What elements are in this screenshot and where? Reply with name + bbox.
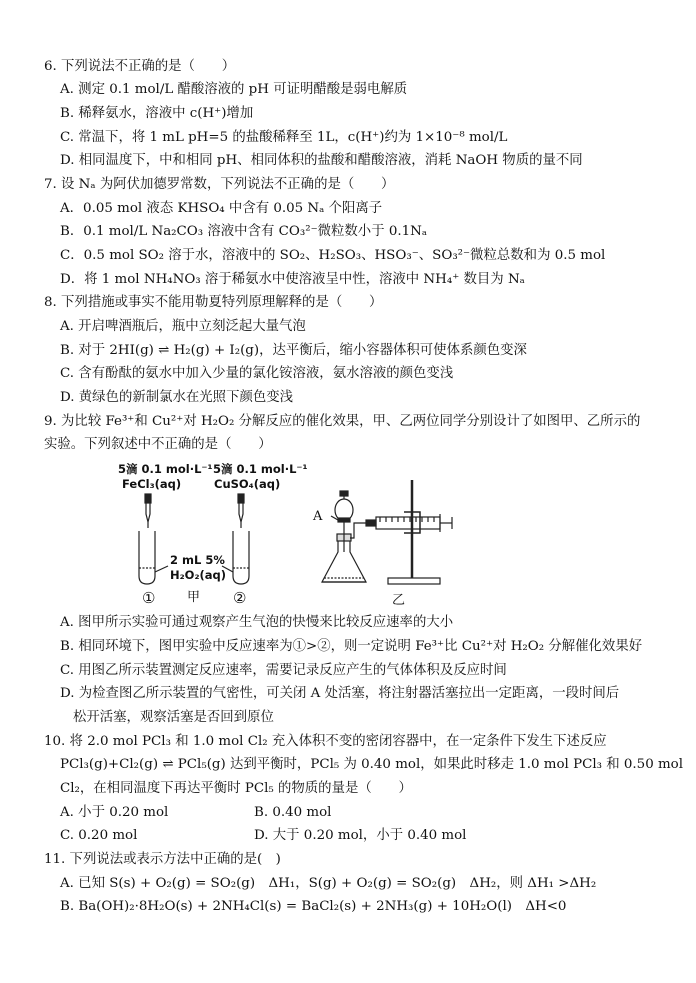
h2o2-volume-label: 2 mL 5% (170, 553, 225, 567)
q7-option-b: B．0.1 mol/L Na₂CO₃ 溶液中含有 CO₃²⁻微粒数小于 0.1Nₐ (60, 224, 428, 239)
q10-option-b: B. 0.40 mol (254, 805, 332, 820)
q11-option-b: B. Ba(OH)₂·8H₂O(s) + 2NH₄Cl(s) = BaCl₂(s) + 2NH₃(g) + 10H₂O(l) ΔH<0 (60, 899, 567, 914)
dropper-cuso4-icon (238, 494, 244, 528)
q7-option-d: D．将 1 mol NH₄NO₃ 溶于稀氨水中使溶液呈中性，溶液中 NH₄⁺ 数目为 Nₐ (60, 272, 525, 287)
q7-stem: 7. 设 Nₐ 为阿伏加德罗常数，下列说法不正确的是（ ） (44, 177, 395, 192)
stopcock-a-label: A (313, 509, 323, 524)
q9-option-d-line2: 松开活塞，观察活塞是否回到原位 (73, 710, 274, 725)
fecl3-dose-label: 5滴 0.1 mol·L⁻¹ (118, 462, 213, 476)
figure-jia-caption: 甲 (187, 590, 201, 605)
fecl3-label: FeCl₃(aq) (122, 477, 182, 491)
dropper-fecl3-icon (145, 494, 151, 528)
q10-option-a: A. 小于 0.20 mol (60, 805, 169, 820)
q10-option-d: D. 大于 0.20 mol，小于 0.40 mol (254, 828, 467, 843)
q9-stem-line2: 实验。下列叙述中不正确的是（ ） (44, 437, 272, 452)
q11-option-a: A. 已知 S(s) + O₂(g) = SO₂(g) ΔH₁，S(g) + O₂(g) = SO₂(g) ΔH₂，则 ΔH₁ >ΔH₂ (60, 876, 597, 891)
cuso4-label: CuSO₄(aq) (214, 477, 281, 491)
q6-stem: 6. 下列说法不正确的是（ ） (44, 59, 236, 74)
q7-option-a: A．0.05 mol 液态 KHSO₄ 中含有 0.05 Nₐ 个阳离子 (60, 201, 383, 216)
q8-option-d: D. 黄绿色的新制氯水在光照下颜色变浅 (60, 390, 294, 405)
q8-option-c: C. 含有酚酞的氨水中加入少量的氯化铵溶液，氨水溶液的颜色变浅 (60, 366, 454, 381)
q9-option-a: A. 图甲所示实验可通过观察产生气泡的快慢来比较反应速率的大小 (60, 615, 454, 630)
q6-option-c: C. 常温下，将 1 mL pH=5 的盐酸稀释至 1L，c(H⁺)约为 1×10⁻⁸ mol/L (60, 130, 508, 145)
test-tube-1 (139, 531, 155, 584)
q6-option-a: A. 测定 0.1 mol/L 醋酸溶液的 pH 可证明醋酸是弱电解质 (60, 82, 408, 97)
q6-option-b: B. 稀释氨水，溶液中 c(H⁺)增加 (60, 106, 254, 121)
tube-1-label: ① (142, 589, 156, 607)
q9-option-c: C. 用图乙所示装置测定反应速率，需要记录反应产生的气体体积及反应时间 (60, 663, 507, 678)
iron-stand (388, 480, 440, 584)
figure-yi-caption: 乙 (392, 593, 406, 608)
q7-option-c: C．0.5 mol SO₂ 溶于水，溶液中的 SO₂、H₂SO₃、HSO₃⁻、SO₃²⁻微粒总数和为 0.5 mol (60, 248, 606, 263)
q8-option-b: B. 对于 2HI(g) ⇌ H₂(g) + I₂(g)，达平衡后，缩小容器体积可使体系颜色变深 (60, 343, 527, 358)
tube-2-label: ② (233, 589, 247, 607)
q6-option-d: D. 相同温度下，中和相同 pH、相同体积的盐酸和醋酸溶液，消耗 NaOH 物质的量不同 (60, 153, 583, 168)
q10-stem-line1: 10. 将 2.0 mol PCl₃ 和 1.0 mol Cl₂ 充入体积不变的密闭容器中，在一定条件下发生下述反应 (44, 734, 607, 749)
q8-stem: 8. 下列措施或事实不能用勒夏特列原理解释的是（ ） (44, 295, 383, 310)
q9-stem-line1: 9. 为比较 Fe³⁺和 Cu²⁺对 H₂O₂ 分解反应的催化效果，甲、乙两位同学分别设计了如图甲、乙所示的 (44, 414, 641, 429)
test-tube-2 (233, 531, 249, 584)
q10-stem-line2: PCl₃(g)+Cl₂(g) ⇌ PCl₅(g) 达到平衡时，PCl₅ 为 0.40 mol，如果此时移走 1.0 mol PCl₃ 和 0.50 mol (60, 757, 684, 772)
h2o2-label: H₂O₂(aq) (170, 568, 226, 582)
q9-option-d-line1: D. 为检查图乙所示装置的气密性，可关闭 A 处活塞，将注射器活塞拉出一定距离，一段时间后 (60, 686, 620, 701)
q11-stem: 11. 下列说法或表示方法中正确的是( ) (44, 852, 281, 867)
q10-option-c: C. 0.20 mol (60, 828, 138, 843)
q9-option-b: B. 相同环境下，图甲实验中反应速率为①>②，则一定说明 Fe³⁺比 Cu²⁺对 H₂O₂ 分解催化效果好 (60, 639, 643, 654)
tube-joint (366, 520, 376, 526)
q8-option-a: A. 开启啤酒瓶后，瓶中立刻泛起大量气泡 (60, 319, 306, 334)
syringe (376, 514, 452, 532)
q10-stem-line3: Cl₂，在相同温度下再达平衡时 PCl₅ 的物质的量是（ ） (60, 781, 412, 796)
delivery-tube (350, 523, 368, 538)
cuso4-dose-label: 5滴 0.1 mol·L⁻¹ (213, 462, 308, 476)
